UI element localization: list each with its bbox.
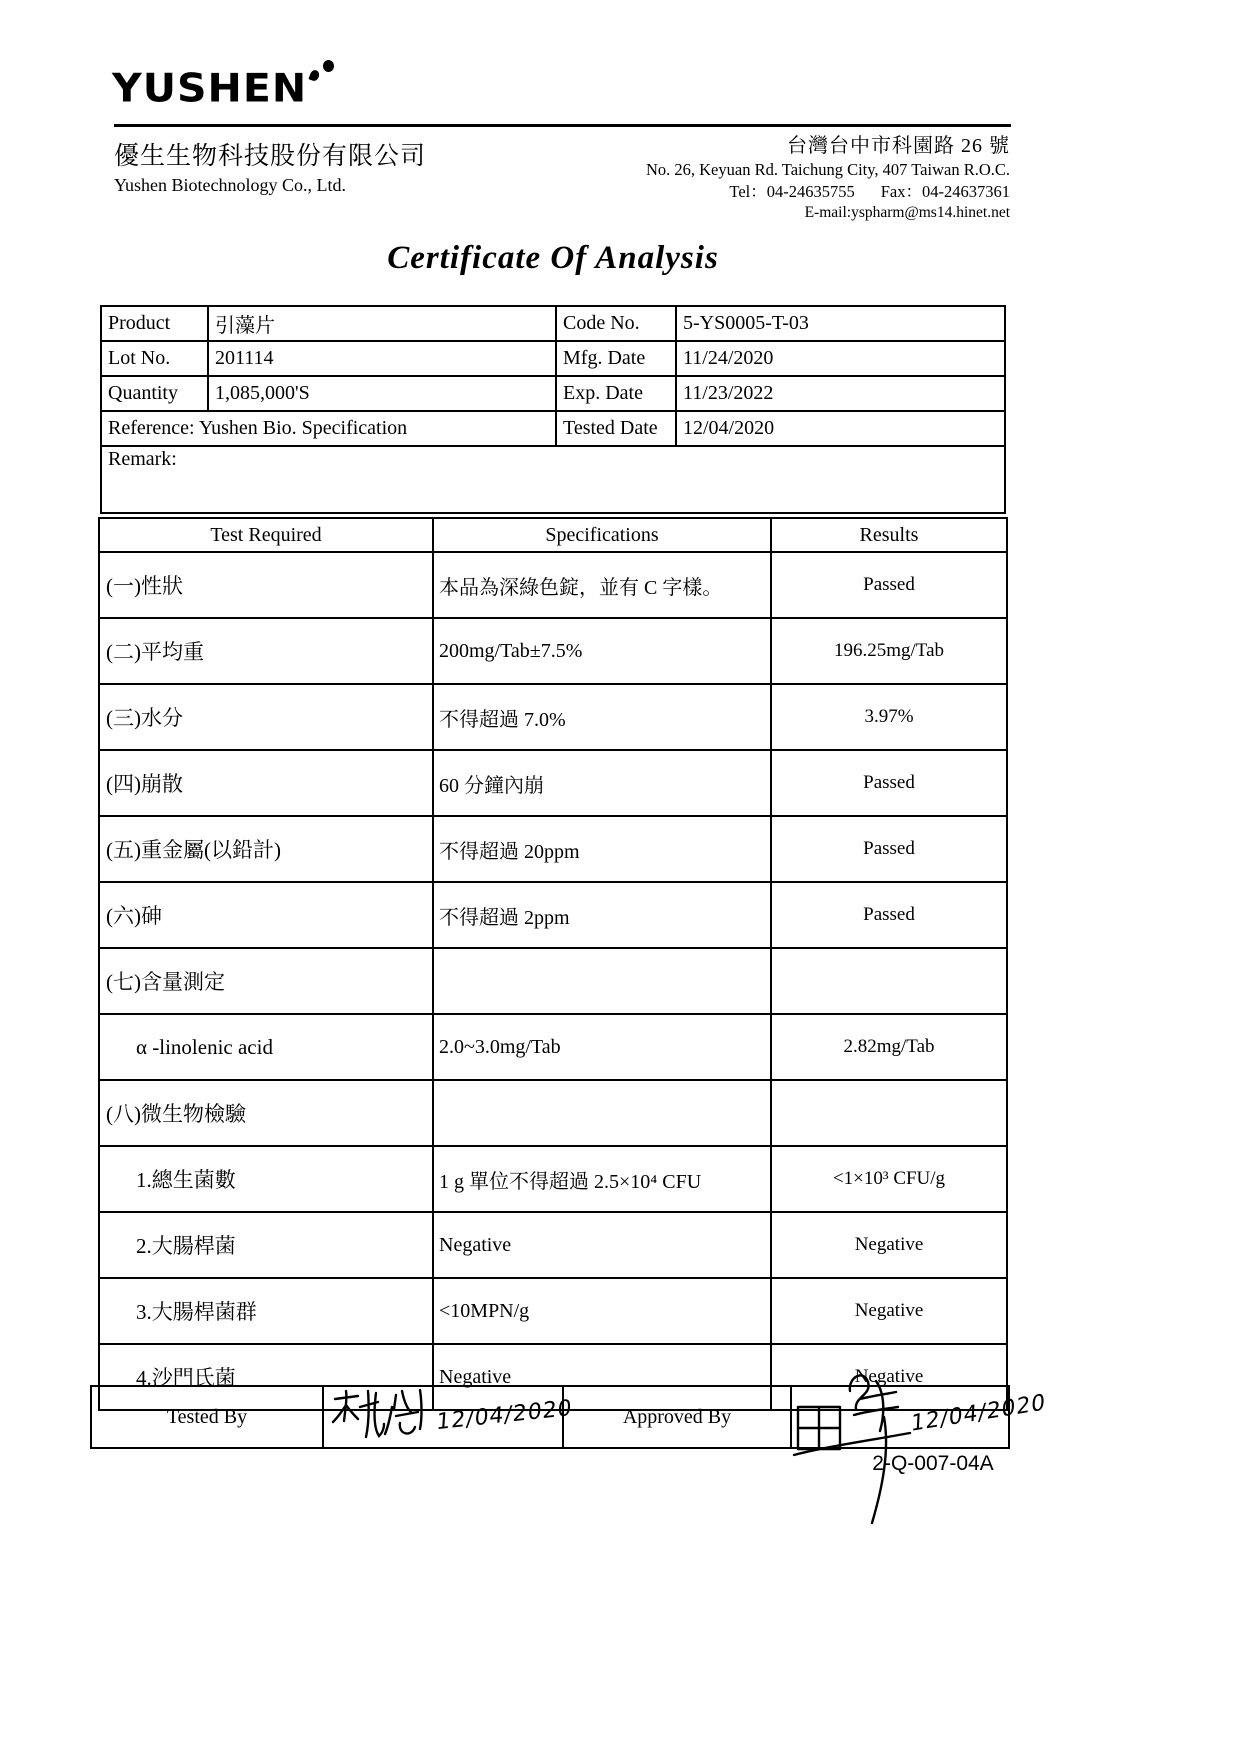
table-row <box>91 1386 1009 1448</box>
yushen-logo <box>112 65 308 111</box>
result-cell: Passed <box>771 882 1007 948</box>
test-table-row <box>99 750 1007 816</box>
test-required-cell: (八)微生物檢驗 <box>99 1080 433 1146</box>
lot-no-value: 201114 <box>208 341 556 376</box>
result-cell: 2.82mg/Tab <box>771 1014 1007 1080</box>
tested-by-label: Tested By <box>91 1386 323 1448</box>
approved-by-signature-cell <box>791 1386 1047 1448</box>
test-table-row <box>99 1146 1007 1212</box>
specification-cell: 本品為深綠色錠，並有 C 字樣。 <box>433 552 771 618</box>
logo-dot-icon <box>323 60 334 72</box>
test-required-cell: 3.大腸桿菌群 <box>99 1278 433 1344</box>
tested-by-signature-cell <box>323 1386 574 1448</box>
table-row <box>101 306 1005 341</box>
code-no-value: 5-YS0005-T-03 <box>676 306 1005 341</box>
specification-cell: <10MPN/g <box>433 1278 771 1344</box>
test-table-row <box>99 618 1007 684</box>
result-cell <box>771 948 1007 1014</box>
test-table-row <box>99 882 1007 948</box>
tel-text: Tel：04-24635755 <box>729 182 855 202</box>
result-cell: Negative <box>771 1344 1007 1410</box>
specification-cell: 不得超過 20ppm <box>433 816 771 882</box>
specification-cell: 60 分鐘內崩 <box>433 750 771 816</box>
table-row <box>101 376 1005 411</box>
test-required-header: Test Required <box>99 518 433 552</box>
result-cell: 196.25mg/Tab <box>771 618 1007 684</box>
address-line-zh: 台灣台中市科園路 26 號 <box>787 135 1010 157</box>
logo-dot-icon <box>309 69 321 82</box>
tested-date-label: Tested Date <box>556 411 676 446</box>
specification-cell: 不得超過 7.0% <box>433 684 771 750</box>
email-line: E-mail:yspharm@ms14.hinet.net <box>804 203 1010 221</box>
result-cell: Negative <box>771 1278 1007 1344</box>
specification-cell: 1 g 單位不得超過 2.5×10⁴ CFU <box>433 1146 771 1212</box>
test-required-cell: (二)平均重 <box>99 618 433 684</box>
quantity-value: 1,085,000'S <box>208 376 556 411</box>
table-row <box>101 411 1005 446</box>
test-table-row <box>99 948 1007 1014</box>
company-name-en: Yushen Biotechnology Co., Ltd. <box>114 175 346 195</box>
table-row <box>101 341 1005 376</box>
remark-label: Remark: <box>101 446 1005 513</box>
test-table-row <box>99 1080 1007 1146</box>
results-header: Results <box>771 518 1007 552</box>
test-table-row <box>99 1212 1007 1278</box>
test-required-cell: α -linolenic acid <box>99 1014 433 1080</box>
test-results-table <box>98 517 1008 1411</box>
mfg-date-label: Mfg. Date <box>556 341 676 376</box>
test-required-cell: (三)水分 <box>99 684 433 750</box>
product-info-table <box>100 305 1006 514</box>
lot-no-label: Lot No. <box>101 341 208 376</box>
result-cell <box>771 1080 1007 1146</box>
tested-date-value: 12/04/2020 <box>676 411 1005 446</box>
result-cell: Passed <box>771 750 1007 816</box>
test-table-row <box>99 552 1007 618</box>
specifications-header: Specifications <box>433 518 771 552</box>
specification-cell: Negative <box>433 1212 771 1278</box>
result-cell: Passed <box>771 552 1007 618</box>
tested-by-date: 12/04/2020 <box>435 1395 574 1436</box>
document-code: 2-Q-007-04A <box>872 1452 994 1475</box>
test-required-cell: 4.沙門氏菌 <box>99 1344 433 1410</box>
company-block <box>114 136 426 196</box>
specification-cell: 不得超過 2ppm <box>433 882 771 948</box>
quantity-label: Quantity <box>101 376 208 411</box>
specification-cell <box>433 1080 771 1146</box>
result-cell: Passed <box>771 816 1007 882</box>
company-name-zh: 優生生物科技股份有限公司 <box>114 143 427 170</box>
specification-cell <box>433 948 771 1014</box>
product-value: 引藻片 <box>208 306 556 341</box>
approved-by-signature <box>788 1359 928 1529</box>
page-title: Certificate Of Analysis <box>387 240 719 276</box>
product-label: Product <box>101 306 208 341</box>
logo-text: YUSHEN <box>112 65 308 111</box>
result-cell: Negative <box>771 1212 1007 1278</box>
result-cell: 3.97% <box>771 684 1007 750</box>
test-required-cell: (六)砷 <box>99 882 433 948</box>
tel-fax-line <box>646 181 1010 203</box>
tested-by-signature <box>330 1383 440 1449</box>
fax-text: Fax：04-24637361 <box>880 182 1010 202</box>
reference-text: Reference: Yushen Bio. Specification <box>101 411 556 446</box>
test-required-cell: (四)崩散 <box>99 750 433 816</box>
code-no-label: Code No. <box>556 306 676 341</box>
test-table-row <box>99 816 1007 882</box>
exp-date-label: Exp. Date <box>556 376 676 411</box>
test-required-cell: (七)含量測定 <box>99 948 433 1014</box>
test-table-row <box>99 684 1007 750</box>
test-table-row <box>99 1014 1007 1080</box>
address-line-en: No. 26, Keyuan Rd. Taichung City, 407 Taiwan R.O.C. <box>645 160 1010 180</box>
test-required-cell: (五)重金屬(以鉛計) <box>99 816 433 882</box>
specification-cell: 2.0~3.0mg/Tab <box>433 1014 771 1080</box>
approved-by-label: Approved By <box>563 1386 791 1448</box>
test-required-cell: 2.大腸桿菌 <box>99 1212 433 1278</box>
signature-table <box>90 1385 1047 1449</box>
specification-cell: Negative <box>433 1344 771 1410</box>
exp-date-value: 11/23/2022 <box>676 376 1005 411</box>
header-divider <box>114 124 1011 127</box>
table-row <box>101 446 1005 513</box>
test-required-cell: 1.總生菌數 <box>99 1146 433 1212</box>
test-table-row <box>99 1278 1007 1344</box>
address-block <box>646 133 1010 223</box>
mfg-date-value: 11/24/2020 <box>676 341 1005 376</box>
approved-by-date: 12/04/2020 <box>910 1390 1047 1437</box>
specification-cell: 200mg/Tab±7.5% <box>433 618 771 684</box>
test-required-cell: (一)性狀 <box>99 552 433 618</box>
table-header-row <box>99 518 1007 552</box>
result-cell: <1×10³ CFU/g <box>771 1146 1007 1212</box>
